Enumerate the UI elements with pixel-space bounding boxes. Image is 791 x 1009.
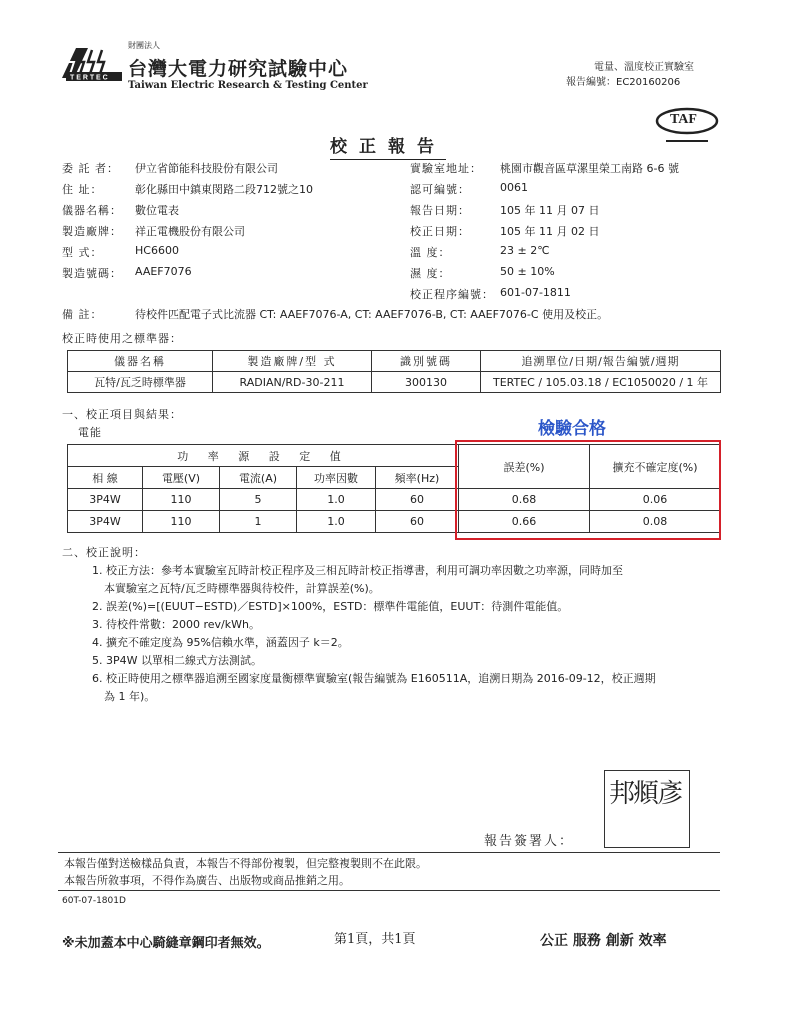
page-number: 第1頁，共1頁 bbox=[334, 932, 416, 947]
model-label: 型 式： bbox=[62, 246, 103, 259]
table-cell: 0.66 bbox=[459, 511, 590, 533]
table-header-cell: 電流(A) bbox=[220, 467, 297, 489]
table-cell: 3P4W bbox=[68, 489, 143, 511]
manufacturer-label: 製造廠牌： bbox=[62, 225, 122, 238]
note-item: 1. 校正方法：參考本實驗室瓦時計校正程序及三相瓦時計校正指導書，利用可調功率因數之功率源，同時加至 bbox=[92, 564, 623, 577]
manufacturer-value: 祥正電機股份有限公司 bbox=[135, 225, 245, 238]
calibration-date-value: 105 年 11 月 02 日 bbox=[500, 225, 600, 238]
signature-stamp-text: 邦頫彥 bbox=[609, 779, 682, 809]
report-number-label: 報告編號： bbox=[566, 77, 616, 88]
table-cell: 1.0 bbox=[297, 489, 376, 511]
note-item: 本實驗室之瓦特/瓦乏時標準器與待校件，計算誤差(%)。 bbox=[104, 582, 380, 595]
table-cell: RADIAN/RD-30-211 bbox=[213, 372, 372, 393]
disclaimer-line: 本報告所敘事項，不得作為廣告、出版物或商品推銷之用。 bbox=[64, 874, 350, 887]
remark-value: 待校件匹配電子式比流器 CT: AAEF7076-A, CT: AAEF7076-B, CT: AAEF7076-C 使用及校正。 bbox=[135, 308, 609, 321]
lab-address-value: 桃園市觀音區草漯里榮工南路 6-6 號 bbox=[500, 162, 679, 175]
notes-heading: 二、校正說明： bbox=[62, 546, 146, 559]
note-item: 為 1 年)。 bbox=[104, 690, 156, 703]
temperature-value: 23 ± 2℃ bbox=[500, 244, 550, 257]
note-item: 3. 待校件常數：2000 rev/kWh。 bbox=[92, 618, 260, 631]
results-heading: 一、校正項目與結果： bbox=[62, 408, 182, 421]
table-header-cell: 儀器名稱 bbox=[68, 351, 213, 372]
humidity-value: 50 ± 10% bbox=[500, 265, 555, 278]
instrument-value: 數位電表 bbox=[135, 204, 179, 217]
table-cell: 瓦特/瓦乏時標準器 bbox=[68, 372, 213, 393]
report-date-label: 報告日期： bbox=[410, 204, 470, 217]
temperature-label: 溫 度： bbox=[410, 246, 451, 259]
table-header-cell: 頻率(Hz) bbox=[376, 467, 459, 489]
pass-label: 檢驗合格 bbox=[538, 419, 606, 439]
pass-highlight-box bbox=[455, 440, 721, 540]
table-row bbox=[68, 372, 721, 393]
standards-heading: 校正時使用之標準器： bbox=[62, 332, 182, 345]
taf-logo-text: TAF bbox=[670, 112, 697, 127]
motto: 公正 服務 創新 效率 bbox=[540, 933, 667, 949]
model-value: HC6600 bbox=[135, 244, 179, 257]
page-title: 校正報告 bbox=[330, 132, 446, 160]
client-value: 伊立省節能科技股份有限公司 bbox=[135, 162, 278, 175]
svg-text:T E R T E C: T E R T E C bbox=[70, 74, 108, 82]
table-header-cell: 相 線 bbox=[68, 467, 143, 489]
lab-address-label: 實驗室地址： bbox=[410, 162, 482, 175]
report-number bbox=[566, 73, 680, 88]
table-cell: 300130 bbox=[372, 372, 481, 393]
seal-notice: ※未加蓋本中心騎縫章鋼印者無效。 bbox=[62, 936, 270, 951]
client-label: 委 託 者： bbox=[62, 162, 119, 175]
signature-stamp bbox=[604, 770, 690, 848]
table-cell: 0.08 bbox=[590, 511, 721, 533]
table-header-cell: 功率因數 bbox=[297, 467, 376, 489]
table-cell: TERTEC / 105.03.18 / EC1050020 / 1 年 bbox=[481, 372, 721, 393]
org-prefix: 財團法人 bbox=[128, 41, 160, 50]
table-header-cell: 誤差(%) bbox=[459, 445, 590, 489]
table-cell: 0.06 bbox=[590, 489, 721, 511]
table-cell: 110 bbox=[143, 489, 220, 511]
table-cell: 60 bbox=[376, 511, 459, 533]
address-label: 住 址： bbox=[62, 183, 103, 196]
org-name: 台灣大電力研究試驗中心 bbox=[128, 58, 349, 80]
table-cell: 3P4W bbox=[68, 511, 143, 533]
procedure-value: 601-07-1811 bbox=[500, 286, 571, 299]
instrument-label: 儀器名稱： bbox=[62, 204, 122, 217]
disclaimer-line: 本報告僅對送檢樣品負責，本報告不得部份複製，但完整複製則不在此限。 bbox=[64, 857, 427, 870]
table-cell: 110 bbox=[143, 511, 220, 533]
table-group-header: 功 率 源 設 定 值 bbox=[68, 445, 459, 467]
note-item: 5. 3P4W 以單相二線式方法測試。 bbox=[92, 654, 262, 667]
accreditation-label: 認可編號： bbox=[410, 183, 470, 196]
table-cell: 0.68 bbox=[459, 489, 590, 511]
note-item: 4. 擴充不確定度為 95%信賴水準，涵蓋因子 k＝2。 bbox=[92, 636, 349, 649]
table-cell: 5 bbox=[220, 489, 297, 511]
serial-value: AAEF7076 bbox=[135, 265, 192, 278]
humidity-label: 濕 度： bbox=[410, 267, 451, 280]
table-row bbox=[68, 351, 721, 372]
accreditation-value: 0061 bbox=[500, 181, 528, 194]
report-date-value: 105 年 11 月 07 日 bbox=[500, 204, 600, 217]
results-subheading: 電能 bbox=[78, 426, 102, 439]
divider bbox=[58, 852, 720, 853]
remark-label: 備 註： bbox=[62, 308, 103, 321]
table-header-cell: 擴充不確定度(%) bbox=[590, 445, 721, 489]
table-header-cell: 識別號碼 bbox=[372, 351, 481, 372]
org-english-name: Taiwan Electric Research & Testing Center bbox=[128, 80, 368, 91]
tertec-logo bbox=[58, 42, 124, 84]
form-number: 60T-07-1801D bbox=[62, 896, 126, 906]
calibration-date-label: 校正日期： bbox=[410, 225, 470, 238]
lab-name: 電量、溫度校正實驗室 bbox=[594, 62, 694, 73]
standards-table bbox=[67, 350, 721, 393]
note-item: 2. 誤差(%)=[(EUUT−ESTD)／ESTD]×100%，ESTD：標準件電能值，EUUT：待測件電能值。 bbox=[92, 600, 569, 613]
table-cell: 1 bbox=[220, 511, 297, 533]
address-value: 彰化縣田中鎮東閔路二段712號之10 bbox=[135, 183, 313, 196]
table-cell: 60 bbox=[376, 489, 459, 511]
serial-label: 製造號碼： bbox=[62, 267, 122, 280]
procedure-label: 校正程序編號： bbox=[410, 288, 494, 301]
table-cell: 1.0 bbox=[297, 511, 376, 533]
taf-logo bbox=[654, 106, 720, 146]
divider bbox=[58, 890, 720, 891]
table-header-cell: 追溯單位/日期/報告編號/週期 bbox=[481, 351, 721, 372]
note-item: 6. 校正時使用之標準器追溯至國家度量衡標準實驗室(報告編號為 E160511A，追溯日期為 2016-09-12，校正週期 bbox=[92, 672, 656, 685]
signature-label: 報告簽署人： bbox=[484, 834, 575, 849]
report-number-value: EC20160206 bbox=[616, 77, 681, 88]
table-header-cell: 電壓(V) bbox=[143, 467, 220, 489]
table-header-cell: 製造廠牌/型 式 bbox=[213, 351, 372, 372]
